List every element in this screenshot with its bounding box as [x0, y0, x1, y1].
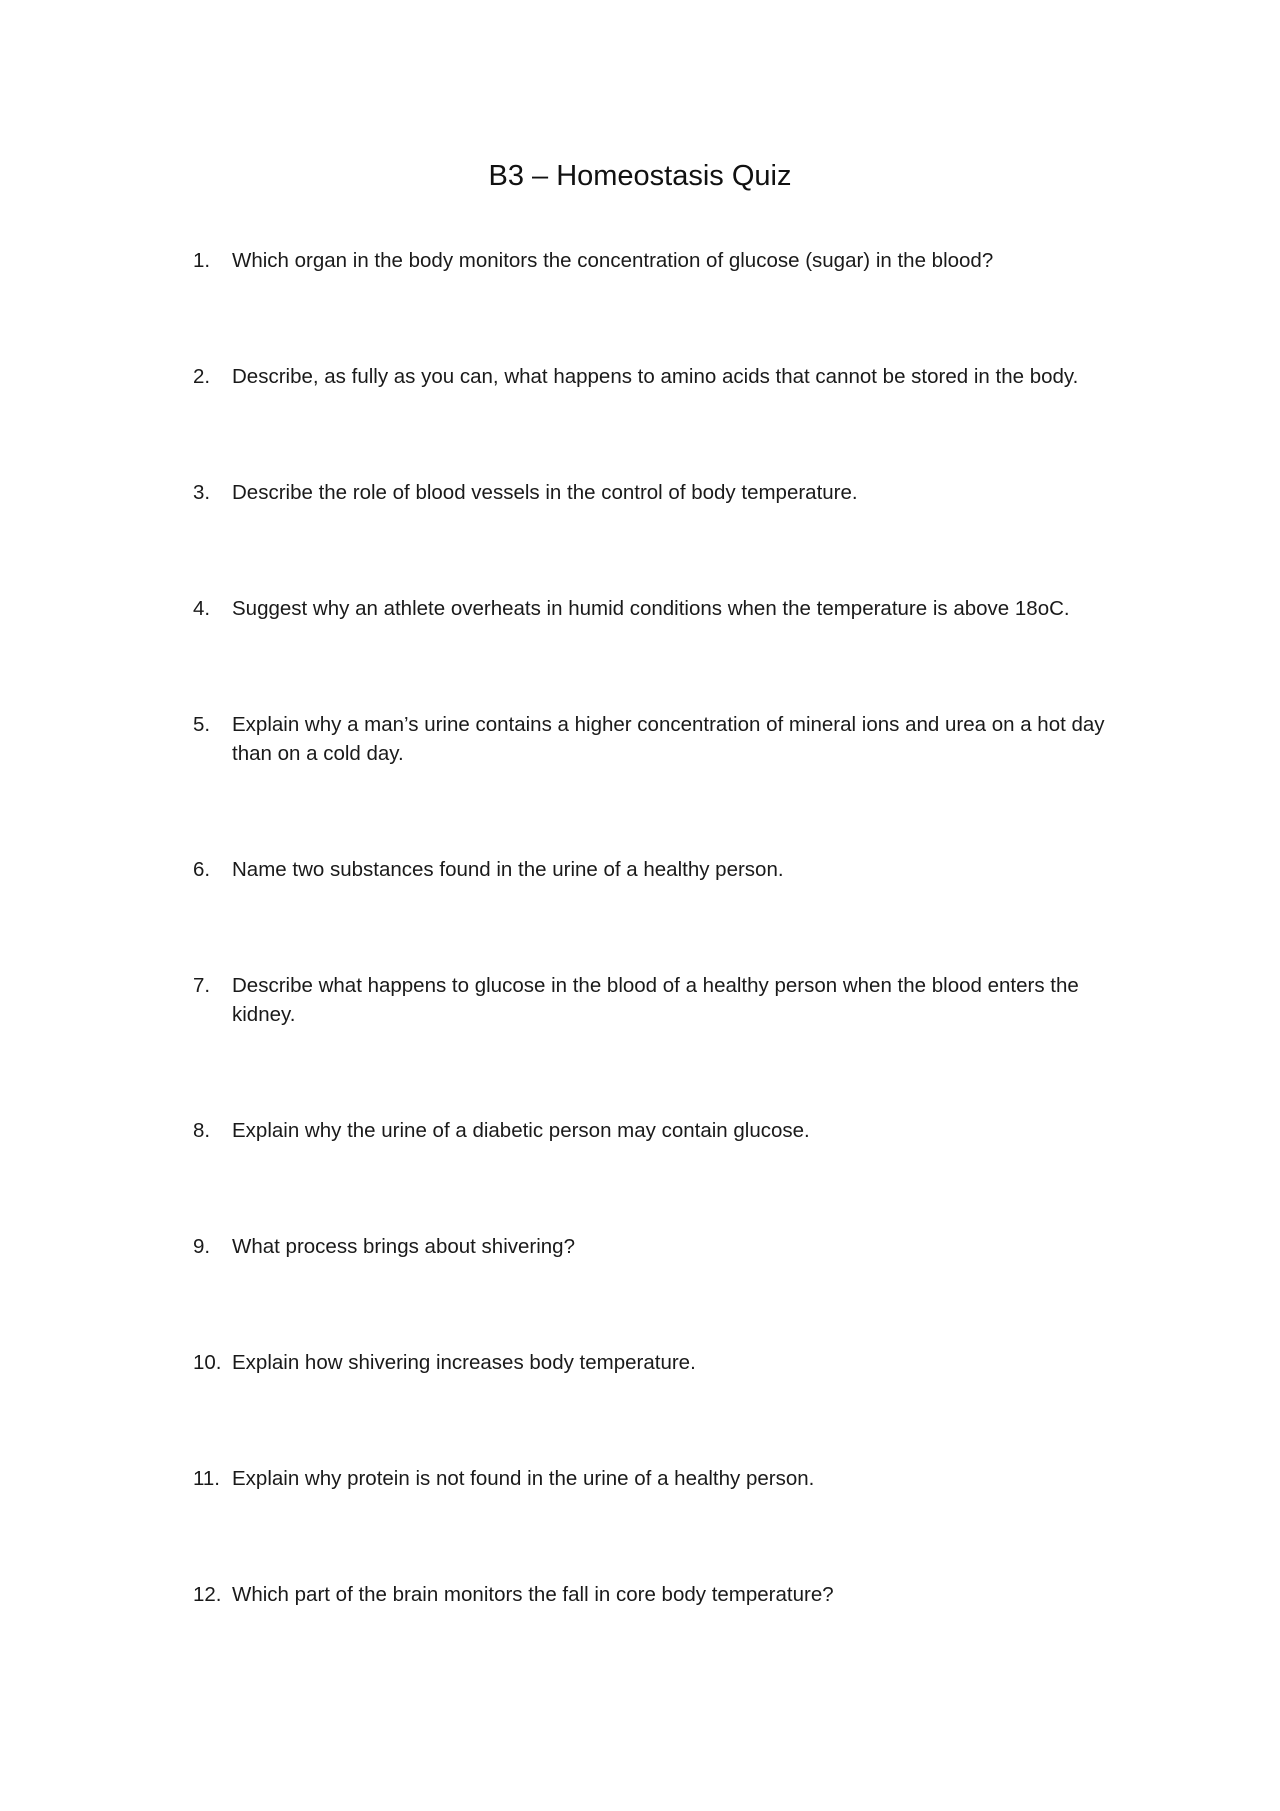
- question-item: [193, 246, 1133, 275]
- question-number: 3.: [193, 481, 211, 504]
- question-item: [193, 710, 1133, 768]
- question-item: [193, 594, 1133, 623]
- question-item: [193, 971, 1133, 1029]
- question-number: 8.: [193, 1119, 211, 1142]
- question-item: [193, 1580, 1133, 1609]
- question-number: 6.: [193, 858, 211, 881]
- question-number: 4.: [193, 597, 211, 620]
- question-text: Name two substances found in the urine of a healthy person.: [232, 858, 784, 881]
- question-item: [193, 1116, 1133, 1145]
- question-item: [193, 478, 1133, 507]
- question-text: Describe, as fully as you can, what happens to amino acids that cannot be stored in the body.: [232, 365, 1079, 388]
- question-item: [193, 855, 1133, 884]
- question-number: 5.: [193, 713, 211, 736]
- question-number: 9.: [193, 1235, 211, 1258]
- question-text: Which organ in the body monitors the concentration of glucose (sugar) in the blood?: [232, 249, 994, 272]
- question-text: Explain why the urine of a diabetic person may contain glucose.: [232, 1119, 810, 1142]
- question-number: 1.: [193, 249, 211, 272]
- question-number: 12.: [193, 1583, 222, 1606]
- question-number: 2.: [193, 365, 211, 388]
- question-text: What process brings about shivering?: [232, 1235, 575, 1258]
- question-text: Explain how shivering increases body temperature.: [232, 1351, 696, 1374]
- question-number: 10.: [193, 1351, 222, 1374]
- question-text: Explain why a man’s urine contains a higher concentration of mineral ions and urea on a hot day than on a cold day.: [232, 713, 1105, 765]
- question-text: Describe the role of blood vessels in the control of body temperature.: [232, 481, 858, 504]
- question-text: Explain why protein is not found in the urine of a healthy person.: [232, 1467, 815, 1490]
- question-text: Which part of the brain monitors the fall in core body temperature?: [232, 1583, 834, 1606]
- question-text: Suggest why an athlete overheats in humid conditions when the temperature is above 18oC.: [232, 597, 1070, 620]
- question-item: [193, 1348, 1133, 1377]
- question-item: [193, 1464, 1133, 1493]
- question-item: [193, 362, 1133, 391]
- question-number: 7.: [193, 974, 211, 997]
- page-title: B3 – Homeostasis Quiz: [488, 160, 792, 192]
- question-item: [193, 1232, 1133, 1261]
- question-text: Describe what happens to glucose in the blood of a healthy person when the blood enters the kidney.: [232, 974, 1079, 1026]
- question-number: 11.: [193, 1467, 220, 1490]
